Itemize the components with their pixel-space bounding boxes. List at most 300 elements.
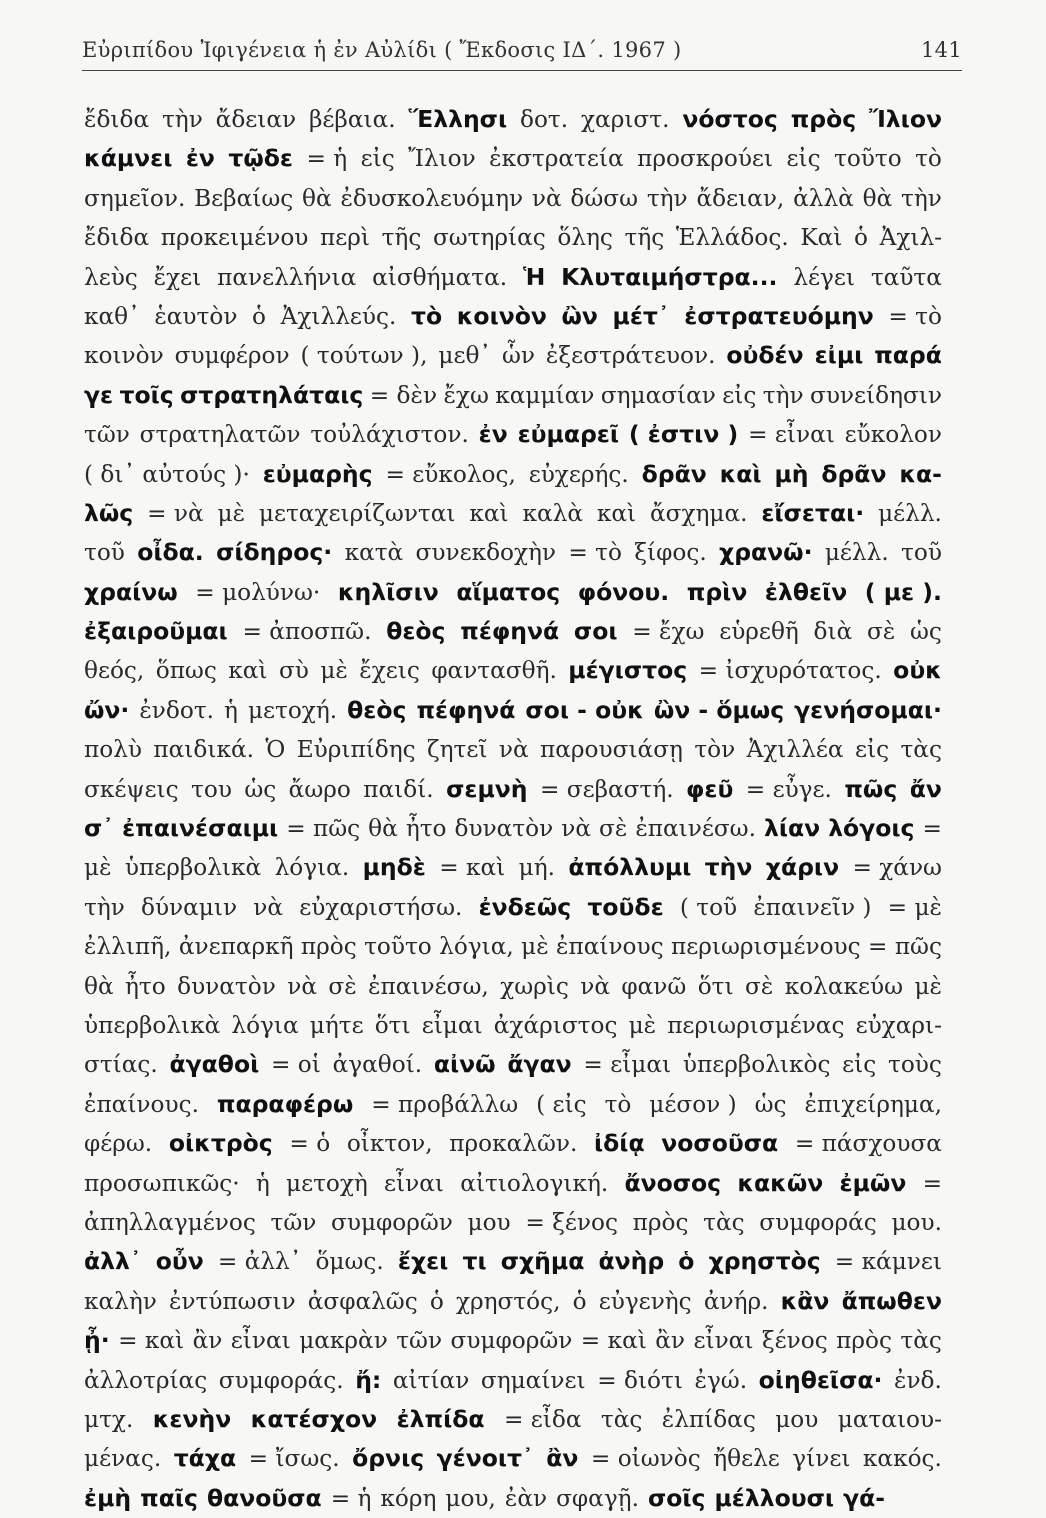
gloss-text: Εὐριπίδης	[296, 736, 416, 764]
lemma: σοι - οὐκ	[525, 695, 644, 724]
lemma: Κλυταιμήστρα...	[561, 262, 778, 291]
gloss-text: εἰς	[786, 145, 821, 173]
gloss-text: ζητεῖ	[427, 736, 488, 764]
gloss-text: ὁ	[429, 1287, 444, 1315]
lemma: φεῦ	[686, 774, 734, 803]
gloss-text: δυνατὸν	[177, 972, 276, 1000]
gloss-text: εἶναι	[230, 1327, 291, 1355]
gloss-text: Ἀχιλλεύς.	[280, 302, 397, 330]
header-rule	[82, 70, 962, 71]
gloss-text: ἀλλοτρίας	[84, 1366, 208, 1394]
lemma: οἶδα.	[137, 538, 204, 567]
gloss-text: = χάνω	[852, 854, 942, 882]
gloss-text: ἐκστρατεία	[489, 145, 624, 173]
gloss-text: ἡ	[224, 696, 238, 724]
gloss-text: ἔχει	[153, 263, 202, 291]
gloss-text: καλὰ	[522, 499, 583, 527]
gloss-text: μὲ	[521, 933, 549, 961]
gloss-text: ἐπαίνους	[556, 933, 664, 961]
gloss-text: = πῶς	[868, 933, 942, 961]
gloss-text: δυνατὸν	[454, 815, 554, 843]
text-line	[84, 1361, 942, 1400]
lemma: φόνου.	[577, 577, 670, 606]
gloss-text: εἰς	[360, 145, 395, 173]
gloss-text: τὴν	[901, 184, 942, 212]
gloss-text: ἐγώ.	[694, 1366, 748, 1394]
gloss-text: ὁ	[854, 224, 868, 252]
gloss-text: αἰσθήματα.	[372, 263, 508, 291]
gloss-text: ὡς	[244, 775, 277, 803]
lemma: κα-	[899, 459, 942, 488]
gloss-text: νὰ	[531, 184, 562, 212]
text-line	[84, 1242, 942, 1281]
gloss-text: καὶ	[228, 657, 268, 685]
gloss-text: ὑπερβολικὰ	[124, 854, 262, 882]
gloss-text: τὸ	[604, 1090, 632, 1118]
gloss-text: τοῦ	[901, 539, 942, 567]
gloss-text: = δὲν	[369, 381, 438, 409]
gloss-text: αἰτίαν	[392, 1366, 470, 1394]
lemma: καὶ	[719, 459, 762, 488]
gloss-text: εἰς	[842, 1051, 877, 1079]
gloss-text: δοτ.	[520, 106, 569, 133]
gloss-text: ἐξεστράτευον.	[545, 342, 716, 370]
gloss-text: τὴν	[646, 184, 688, 212]
gloss-text: ἀλλὰ	[793, 184, 854, 212]
gloss-text: νὰ	[253, 893, 284, 921]
lemma: ἀλλ᾽	[84, 1247, 142, 1276]
lemma: ἀπόλλυμι	[568, 853, 692, 882]
lemma: λόγοις	[828, 814, 915, 843]
lemma: κἂν	[780, 1286, 830, 1315]
gloss-text: μετοχή.	[247, 696, 338, 724]
lemma: οἰηθεῖσα·	[758, 1365, 883, 1394]
lemma: κοινὸν	[456, 301, 547, 330]
gloss-text: =	[922, 1169, 942, 1197]
gloss-text: τὰς	[900, 736, 942, 764]
lemma: τὴν	[704, 853, 753, 882]
gloss-text: τὰς	[703, 1208, 745, 1236]
lemma: Ἴλιον	[869, 105, 942, 133]
gloss-text: = εἶμαι	[583, 1051, 672, 1079]
lemma: ἄγαν	[507, 1050, 572, 1079]
lemma: τοῖς	[119, 380, 174, 409]
gloss-text: λόγια,	[439, 933, 514, 961]
lemma: θεὸς	[386, 617, 446, 646]
text-line	[84, 218, 942, 257]
gloss-text: φαντασθῆ.	[431, 657, 557, 685]
gloss-text: βέβαια.	[309, 106, 396, 133]
lemma: γενήσομαι·	[794, 695, 942, 724]
gloss-text: ματαιου-	[837, 1405, 942, 1433]
gloss-text: = νὰ	[147, 499, 204, 527]
gloss-text: μὲ	[84, 854, 112, 882]
gloss-text: σημεῖον.	[84, 184, 186, 212]
text-line	[84, 415, 942, 454]
gloss-text: εἶμαι	[421, 1011, 483, 1039]
gloss-text: τὴν	[84, 893, 125, 921]
lemma: μέγιστος	[568, 656, 688, 685]
gloss-text: συμφέρον	[174, 342, 290, 370]
gloss-text: ἄωρο	[288, 775, 351, 803]
gloss-text: ( τοῦ	[679, 893, 738, 921]
gloss-text: παιδί.	[363, 775, 434, 803]
gloss-text: νὰ	[580, 972, 610, 1000]
gloss-text: Καὶ	[800, 224, 843, 252]
gloss-text: = ἀποσπῶ.	[242, 618, 372, 646]
gloss-text: συμφοράς	[759, 1208, 877, 1236]
gloss-text: = ἀλλ᾽	[217, 1248, 302, 1276]
gloss-text: ἐπαίνους.	[84, 1090, 199, 1118]
text-line	[84, 533, 942, 572]
gloss-text: θὰ	[302, 184, 332, 212]
gloss-text: ἐντύπωσιν	[168, 1287, 296, 1315]
gloss-text: = ἡ	[306, 145, 348, 173]
gloss-text: Ὁ	[265, 736, 286, 764]
commentary-text	[84, 100, 942, 1518]
gloss-text: ἔχεις	[359, 657, 420, 685]
gloss-text: νὰ	[287, 972, 317, 1000]
gloss-text: τὴν	[161, 106, 203, 133]
gloss-text: ἀγαθοί.	[332, 1051, 423, 1079]
lemma: χρανῶ·	[719, 538, 813, 567]
gloss-text: = ξένος	[525, 1208, 618, 1236]
gloss-text: φανῶ	[621, 972, 687, 1000]
gloss-text: ἑαυτὸν	[154, 302, 238, 330]
gloss-text: θὰ	[368, 815, 398, 843]
gloss-text: στρατηλατῶν	[139, 421, 301, 449]
gloss-text: ὅτι	[374, 1011, 411, 1039]
text-line	[84, 1479, 942, 1518]
lemma: ὤν·	[84, 695, 130, 724]
lemma: μέλλουσι	[714, 1483, 835, 1512]
gloss-text: εὐχερής.	[528, 460, 629, 488]
lemma: τοῦδε	[587, 892, 664, 921]
gloss-text: σημασίαν	[600, 381, 716, 409]
gloss-text: μέλλ.	[824, 539, 889, 567]
gloss-text: συμφορῶν	[331, 1208, 453, 1236]
text-line	[84, 651, 942, 690]
gloss-text: προκαλῶν.	[449, 1130, 578, 1158]
lemma: ὢν	[561, 301, 598, 330]
text-line	[84, 376, 942, 415]
gloss-text: συνείδησιν	[810, 381, 942, 409]
gloss-text: καμμίαν	[495, 381, 595, 409]
lemma: δρᾶν	[641, 459, 707, 488]
lemma: κενὴν	[152, 1404, 232, 1433]
lemma: εὐμαρὴς	[262, 459, 373, 488]
gloss-text: εἶναι	[693, 1327, 754, 1355]
gloss-text: χαριστ.	[581, 106, 670, 133]
gloss-text: ὑπερβολικὰ	[84, 1011, 221, 1039]
gloss-text: = εἶδα	[503, 1405, 582, 1433]
gloss-text: λεὺς	[84, 263, 138, 291]
gloss-text: ἐπαινέσω,	[368, 972, 489, 1000]
gloss-text: ἐπαινεῖν )	[753, 893, 872, 921]
lemma: εἴσεται·	[761, 498, 865, 527]
page-number: 141	[921, 38, 962, 62]
gloss-text: τῶν	[396, 1327, 443, 1355]
gloss-text: μου,	[445, 1484, 496, 1512]
gloss-text: ( τούτων ),	[300, 342, 428, 370]
gloss-text: τὰς	[600, 1405, 643, 1433]
lemma: γένοιτ᾽	[436, 1444, 534, 1473]
gloss-text: λόγια.	[274, 854, 350, 882]
lemma: πρὶν	[686, 577, 748, 606]
gloss-text: λόγια	[231, 1011, 299, 1039]
gloss-text: ὅμως.	[315, 1248, 384, 1276]
gloss-text: τὸ	[915, 145, 942, 173]
gloss-text: μὲ	[628, 1011, 657, 1039]
lemma: ὄρνις	[352, 1444, 425, 1473]
gloss-text: καθ᾽	[84, 302, 140, 330]
gloss-text: νὰ	[561, 815, 591, 843]
lemma: Ἡ	[522, 262, 546, 291]
lemma: τάχα	[173, 1444, 237, 1473]
gloss-text: ὁ	[252, 302, 266, 330]
lemma: χρηστὸς	[708, 1247, 821, 1276]
gloss-text: συμφοράς.	[218, 1366, 344, 1394]
gloss-text: = εὖγε.	[745, 775, 832, 803]
lemma: Ἕλλησι	[408, 105, 508, 133]
gloss-text: κακός.	[862, 1445, 942, 1473]
gloss-text: μεθ᾽	[438, 342, 492, 370]
gloss-text: εὐχαριστήσω.	[299, 893, 463, 921]
lemma: ἐμὴ	[84, 1483, 132, 1512]
gloss-text: εὔκολον	[844, 421, 942, 449]
gloss-text: μέλλ.	[878, 499, 942, 527]
lemma: κακῶν	[737, 1168, 824, 1197]
gloss-text: εἶναι	[384, 1169, 444, 1197]
gloss-text: = καὶ	[580, 1327, 647, 1355]
gloss-text: ὅπως	[155, 657, 217, 685]
gloss-text: εὑρεθῆ	[719, 618, 799, 646]
gloss-text: τὴν	[762, 381, 804, 409]
gloss-text: ἂν	[192, 1327, 223, 1355]
text-line	[84, 1124, 942, 1163]
text-line	[84, 1439, 942, 1478]
lemma: γε	[84, 380, 114, 409]
gloss-text: = τὸ	[568, 539, 622, 567]
text-line	[84, 967, 942, 1006]
lemma: ἐπαινέσαιμι	[122, 814, 279, 843]
gloss-text: θὰ	[862, 184, 893, 212]
lemma: γά-	[843, 1483, 885, 1512]
lemma: δρᾶν	[821, 459, 887, 488]
gloss-text: ἂν	[655, 1327, 686, 1355]
lemma: μηδὲ	[362, 853, 426, 882]
gloss-text: = μολύνω·	[195, 578, 321, 606]
gloss-text: ( δι᾽ αὐτούς )·	[84, 460, 250, 488]
gloss-text: προκειμένου	[160, 224, 309, 252]
gloss-text: εἰς	[854, 736, 890, 764]
gloss-text: μὲ	[914, 972, 942, 1000]
gloss-text: = καὶ	[118, 1327, 185, 1355]
gloss-text: ἐνδοτ.	[139, 696, 215, 724]
gloss-text: = πάσχουσα	[794, 1130, 942, 1158]
gloss-text: ἀπηλλαγμένος	[84, 1208, 256, 1236]
gloss-text: ἤθελε	[713, 1445, 780, 1473]
gloss-text: φέρω.	[84, 1130, 153, 1158]
gloss-text: = καὶ	[439, 854, 506, 882]
gloss-text: = πῶς	[286, 815, 361, 843]
gloss-text: ἄσχημα.	[649, 499, 748, 527]
lemma: θανοῦσα	[206, 1483, 322, 1512]
lemma: οὐκ	[893, 656, 942, 685]
gloss-text: ξίφος.	[634, 539, 707, 567]
gloss-text: ἐλπίδας	[661, 1405, 756, 1433]
gloss-text: Ἴλιον	[408, 145, 476, 173]
text-line	[84, 770, 942, 809]
text-line	[84, 809, 942, 848]
text-line	[84, 258, 942, 297]
gloss-text: σκέψεις	[84, 775, 179, 803]
lemma: ὢν - ὅμως	[653, 695, 785, 724]
gloss-text: Βεβαίως	[194, 184, 294, 212]
gloss-text: μή.	[518, 854, 555, 882]
gloss-text: περιωρισμένους	[670, 933, 861, 961]
gloss-text: ὑπερβολικὸς	[682, 1051, 831, 1079]
text-line	[84, 455, 942, 494]
gloss-text: στίας.	[84, 1051, 158, 1079]
lemma: οὐδέν	[726, 341, 804, 370]
text-line	[84, 297, 942, 336]
text-line	[84, 927, 942, 966]
text-line	[84, 1085, 942, 1124]
gloss-text: μὲ	[320, 657, 348, 685]
lemma: πέφηνά	[416, 695, 516, 724]
text-line	[84, 1203, 942, 1242]
lemma: μέτ᾽	[612, 301, 670, 330]
gloss-text: ταῦτα	[870, 263, 942, 291]
gloss-text: Ἀχιλ-	[879, 224, 942, 252]
lemma: κατέσχον	[250, 1404, 378, 1433]
text-line	[84, 691, 942, 730]
gloss-text: μέσον )	[649, 1090, 737, 1118]
gloss-text: καὶ	[469, 499, 509, 527]
lemma: παραφέρω	[216, 1089, 354, 1118]
gloss-text: ὁ	[572, 1287, 587, 1315]
gloss-text: ἀνήρ.	[703, 1287, 769, 1315]
gloss-text: χρηστός,	[455, 1287, 561, 1315]
lemma: παῖς	[140, 1483, 198, 1512]
lemma: ἀνὴρ	[598, 1247, 665, 1276]
lemma: ἐμῶν	[839, 1168, 907, 1197]
gloss-text: = μὲ	[887, 893, 942, 921]
gloss-text: = εἶναι	[748, 421, 835, 449]
gloss-text: = σεβαστή.	[539, 775, 674, 803]
lemma: θεὸς	[347, 695, 407, 724]
gloss-text: = διότι	[597, 1366, 683, 1394]
gloss-text: τοὺς	[888, 1051, 942, 1079]
text-line	[84, 1321, 942, 1360]
gloss-text: ἐλλιπῆ,	[84, 933, 172, 961]
gloss-text: οἶκτον,	[346, 1130, 433, 1158]
gloss-text: Ἀχιλλέα	[746, 736, 844, 764]
gloss-text: = οἰωνὸς	[590, 1445, 701, 1473]
text-line	[84, 1282, 942, 1321]
gloss-text: τὰς	[900, 1327, 942, 1355]
gloss-text: ὅτι	[697, 972, 734, 1000]
lemma: ἐλπίδα	[396, 1404, 485, 1433]
gloss-text: = εὔκολος,	[385, 460, 516, 488]
gloss-text: ἐπαινέσω.	[635, 815, 756, 843]
gloss-text: ἐπιχείρημα,	[804, 1090, 942, 1118]
text-line	[84, 179, 942, 218]
gloss-text: = ἔχω	[632, 618, 705, 646]
lemma: αἰνῶ	[433, 1050, 496, 1079]
gloss-text: πολὺ	[84, 736, 142, 764]
gloss-text: ἐὰν	[504, 1484, 548, 1512]
lemma: κηλῖσιν	[337, 577, 439, 606]
gloss-text: κόρη	[380, 1484, 437, 1512]
lemma: σχῆμα	[500, 1247, 585, 1276]
gloss-text: τῶν	[270, 1208, 317, 1236]
gloss-text: = οἱ	[270, 1051, 321, 1079]
gloss-text: = ἴσως.	[248, 1445, 340, 1473]
gloss-text: εὐχαρι-	[855, 1011, 942, 1039]
gloss-text: νὰ	[498, 736, 529, 764]
gloss-text: ὧν	[501, 342, 535, 370]
lemma: σοι	[573, 617, 618, 646]
gloss-text: = κάμνει	[834, 1248, 942, 1276]
gloss-text: ἡ	[255, 1169, 270, 1197]
lemma: οὖν	[155, 1247, 204, 1276]
gloss-text: σὺ	[278, 657, 309, 685]
lemma: κάμνει	[84, 144, 173, 173]
gloss-text: μένας.	[84, 1445, 162, 1473]
lemma: σοῖς	[647, 1483, 706, 1512]
lemma: πῶς	[844, 774, 898, 803]
lemma: χραίνω	[84, 577, 178, 606]
lemma: εὐμαρεῖ	[517, 420, 620, 449]
lemma: ( ἐστιν )	[628, 420, 739, 449]
gloss-text: ἀσφαλῶς	[307, 1287, 418, 1315]
lemma: σίδηρος·	[216, 538, 333, 567]
gloss-text: ( εἰς	[536, 1090, 587, 1118]
gloss-text: ἔδιδα	[84, 106, 150, 133]
lemma: ἐν	[185, 144, 215, 173]
gloss-text: σωτηρίας	[432, 224, 546, 252]
gloss-text: μετοχὴ	[286, 1169, 368, 1197]
lemma: χάριν	[765, 853, 840, 882]
text-line	[84, 612, 942, 651]
gloss-text: σημαίνει	[480, 1366, 586, 1394]
lemma: οἰκτρὸς	[168, 1129, 273, 1158]
text-line	[84, 848, 942, 887]
lemma: στρατηλάταις	[180, 380, 364, 409]
text-line	[84, 888, 942, 927]
text-line	[84, 730, 942, 769]
lemma: ἐλθεῖν	[764, 577, 848, 606]
text-line	[84, 494, 942, 533]
gloss-text: δύναμιν	[141, 893, 238, 921]
lemma: ἄπωθεν	[841, 1286, 942, 1315]
gloss-text: τοῦτο	[834, 145, 902, 173]
lemma: ἂν	[546, 1444, 579, 1473]
gloss-text: συμφορῶν	[450, 1327, 573, 1355]
gloss-text: μτχ.	[84, 1405, 134, 1433]
gloss-text: = προβάλλω	[371, 1090, 519, 1118]
text-line	[84, 336, 942, 375]
running-head	[82, 38, 962, 62]
lemma: ἐξαιροῦμαι	[84, 617, 228, 646]
lemma: ἀγαθοὶ	[169, 1050, 260, 1079]
lemma: νοσοῦσα	[661, 1129, 779, 1158]
gloss-text: = ἡ	[330, 1484, 372, 1512]
lemma: πρὸς	[790, 105, 857, 133]
text-line	[84, 100, 942, 139]
